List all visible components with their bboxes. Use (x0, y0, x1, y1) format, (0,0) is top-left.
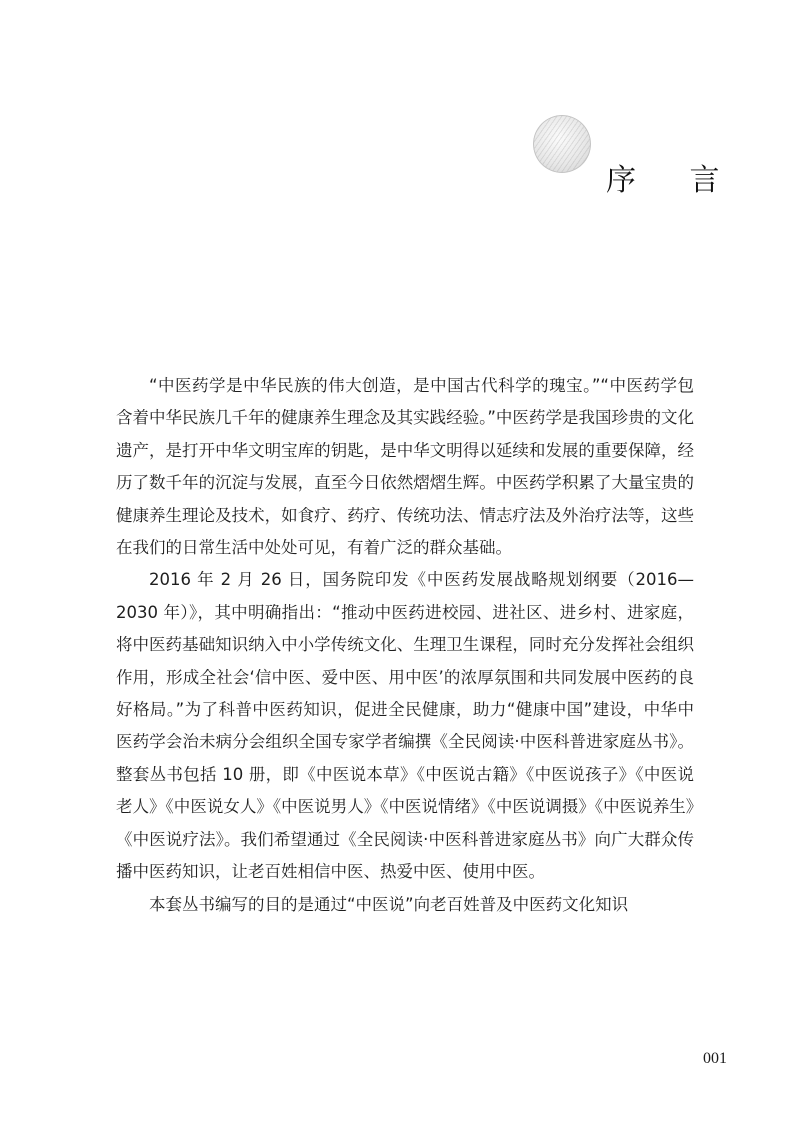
paragraph: 本套丛书编写的目的是通过“中医说”向老百姓普及中医药文化知识 (149, 894, 629, 914)
chapter-title: 序 言 (606, 163, 742, 198)
page-number: 001 (703, 1050, 727, 1067)
paragraph: 2016 年 2 月 26 日，国务院印发《中医药发展战略规划纲要（2016—2030 年）》，其中明确指出：“推动中医药进校园、进社区、进乡村、进家庭，将中医药基础知识纳入中小学传统文化、生理卫生课程，同时充分发挥社会组织作用，形成全社会‘信中医、爱中医、用中医’的浓厚氛围和共同发展中医药的良好格局。”为了科普中医药知识，促进全民健康，助力“健康中国”建设，中华中医药学会治未病分会组织全国专家学者编撰《全民阅读·中医科普进家庭丛书》。整套丛书包括 10 册，即《中医说本草》《中医说古籍》《中医说孩子》《中医说老人》《中医说女人》《中医说男人》《中医说情绪》《中医说调摄》《中医说养生》《中医说疗法》。我们希望通过《全民阅读·中医科普进家庭丛书》向广大群众传播中医药知识，让老百姓相信中医、热爱中医、使用中医。 (116, 570, 694, 882)
paragraph: “中医药学是中华民族的伟大创造，是中国古代科学的瑰宝。”“中医药学包含着中华民族几千年的健康养生理念及其实践经验。”中医药学是我国珍贵的文化遗产，是打开中华文明宝库的钥匙，是中华文明得以延续和发展的重要保障，经历了数千年的沉淀与发展，直至今日依然熠熠生辉。中医药学积累了大量宝贵的健康养生理论及技术，如食疗、药疗、传统功法、情志疗法及外治疗法等，这些在我们的日常生活中处处可见，有着广泛的群众基础。 (116, 376, 694, 558)
preface-body (116, 370, 694, 921)
decorative-disc-icon (533, 115, 591, 173)
